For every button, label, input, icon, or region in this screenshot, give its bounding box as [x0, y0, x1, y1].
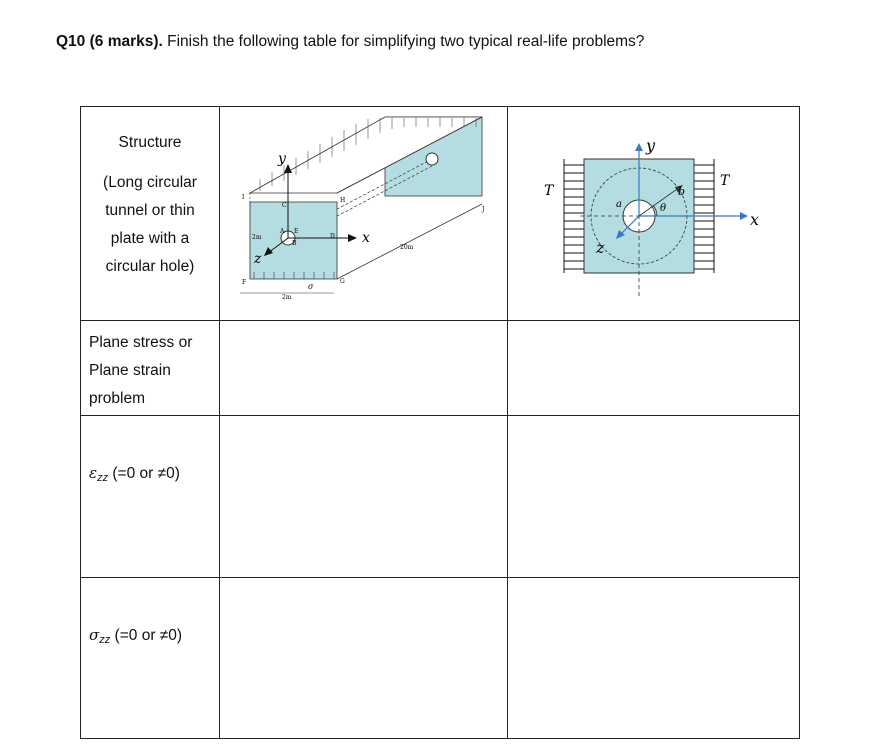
y-axis-arrowhead [635, 143, 643, 151]
y-axis-label: y [278, 151, 286, 167]
answer-cell-plane-tunnel[interactable] [220, 321, 508, 416]
table-row-plane [81, 321, 800, 416]
dim-2m-bottom: 2m [282, 294, 292, 301]
z-axis-label: z [254, 251, 262, 267]
point-label: A [280, 228, 285, 235]
theta-label: θ [660, 203, 667, 214]
plate-diagram [508, 107, 799, 315]
plane-label-line: Plane stress or [89, 334, 193, 351]
t-left-label: T [544, 183, 554, 199]
plane-label-line: Plane strain [89, 362, 171, 379]
point-label: J [482, 206, 485, 213]
question-number: Q10 (6 marks). [56, 33, 163, 50]
point-label: C [282, 202, 287, 209]
structure-desc-line: circular hole) [105, 258, 195, 275]
z-axis-label: z [596, 238, 605, 257]
point-label: I [242, 194, 245, 201]
dim-20m: 20m [400, 244, 414, 251]
question-text [56, 33, 644, 51]
strain-subscript: zz [97, 472, 109, 484]
plane-label-line: problem [89, 390, 145, 407]
stress-label-cell [81, 578, 220, 739]
a-label: a [616, 199, 622, 210]
sigma-label: σ [308, 282, 314, 291]
table-row-strain [81, 416, 800, 578]
stress-subscript: zz [99, 634, 111, 646]
point-label: H [340, 197, 346, 204]
structure-desc-line: plate with a [110, 230, 190, 247]
x-axis-label: x [362, 230, 370, 246]
structure-label-cell [81, 107, 220, 321]
tunnel-side-edge [337, 204, 482, 279]
plate-figure-cell [508, 107, 800, 321]
x-axis-arrowhead [740, 212, 748, 220]
answer-table [80, 106, 800, 739]
y-axis-label: y [646, 136, 656, 155]
stress-condition: (=0 or ≠0) [110, 627, 183, 644]
strain-symbol: ε [89, 464, 98, 482]
stress-symbol: σ [89, 626, 100, 644]
point-label: B [292, 240, 297, 247]
point-label: F [242, 279, 247, 286]
answer-cell-plane-plate[interactable] [508, 321, 800, 416]
answer-cell-stress-plate[interactable] [508, 578, 800, 739]
plane-label-cell [81, 321, 220, 416]
answer-cell-stress-tunnel[interactable] [220, 578, 508, 739]
structure-desc-line: tunnel or thin [105, 202, 195, 219]
point-label: E [294, 228, 299, 235]
t-right-label: T [720, 173, 730, 189]
tunnel-diagram [220, 107, 507, 315]
tunnel-figure-cell [220, 107, 508, 321]
x-axis-label: x [750, 210, 760, 229]
back-hole [426, 153, 438, 165]
table-row-structure [81, 107, 800, 321]
answer-cell-strain-tunnel[interactable] [220, 416, 508, 578]
answer-cell-strain-plate[interactable] [508, 416, 800, 578]
b-label: b [678, 185, 686, 198]
structure-label: Structure [118, 134, 182, 151]
structure-desc-line: (Long circular [103, 174, 197, 191]
question-body: Finish the following table for simplifying two typical real-life problems? [162, 33, 645, 50]
x-axis-arrowhead [348, 234, 357, 242]
dim-2m-vertical: 2m [252, 234, 262, 241]
point-label: G [340, 278, 345, 285]
table-row-stress [81, 578, 800, 739]
point-label: D [330, 233, 335, 240]
strain-label-cell [81, 416, 220, 578]
strain-condition: (=0 or ≠0) [108, 465, 180, 482]
